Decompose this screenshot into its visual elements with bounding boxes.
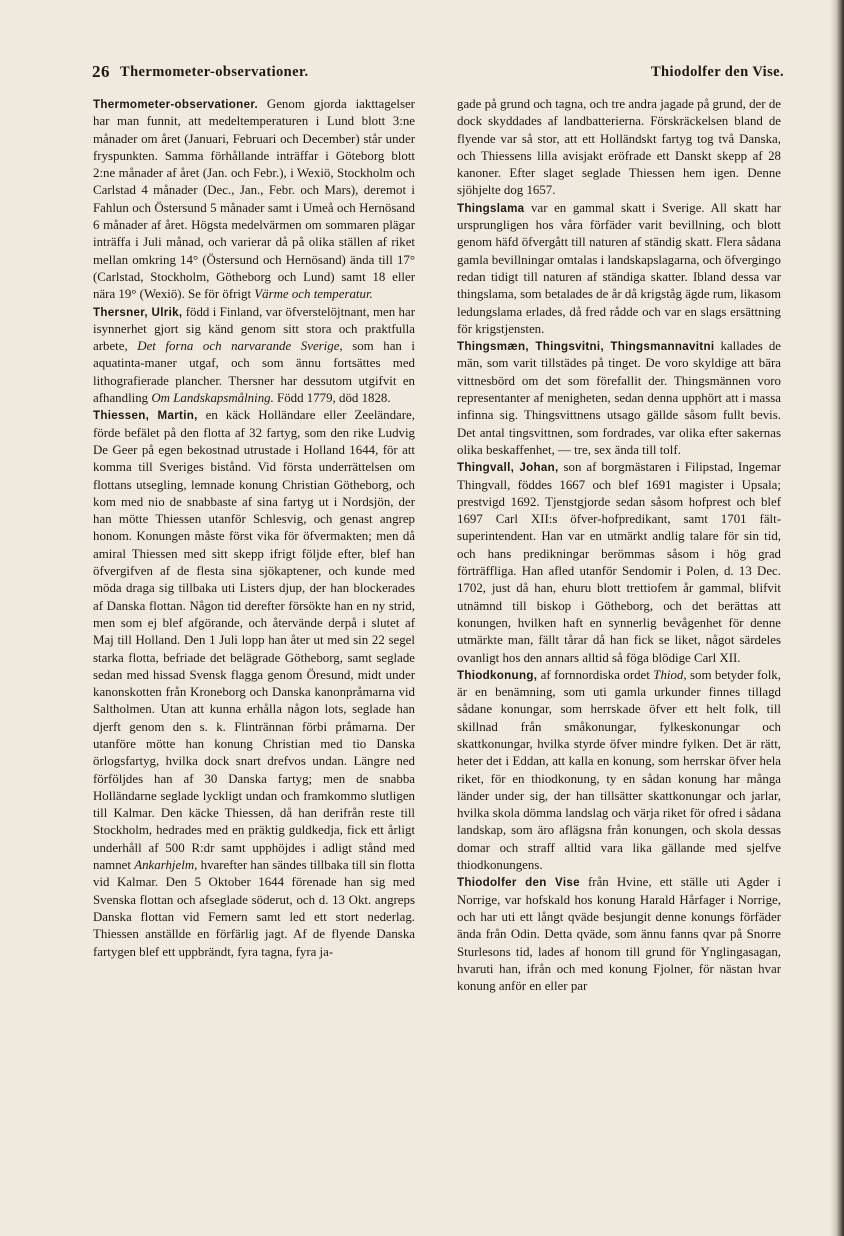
entry-text: gade på grund och tagna, och tre andra jagade på grund, der de dock skyddades af landbatterierna. Förskräckelsen bland de flyende var så stor, att ett Holländskt fartyg tog två Danska, och Thiessens lilla avisjakt eröfrade ett Danskt skepp af 28 kanoner. Efter slaget seglade Thiessen hem igen. Denne sjöhjelte dog 1657.	[457, 97, 781, 198]
entry-text: Genom gjorda iakttagelser har man funnit, att medeltemperaturen i Lund blott 3:ne månader om året (Januari, Februari och December) står under fryspunkten. Samma förhållande inträffar i Göteborg blott 2:ne månader af året (Jan. och Febr.), i Wexiö, Stockholm och Carlstad 4 månader (Dec., Jan., Febr. och Mars), deremot i Fahlun och Östersund 5 månader samt i Umeå och Hernösand 6 månader af året. Högsta medelvärmen om sommaren plägar inträffa i Juli månad, och varierar då på olika ställen af riket mellan omkring 14° (Östersund och Hernösand) ända till 17° (Carlstad, Stockholm, Götheborg och Lund) samt 18 eller nära 19° (Wexiö). Se för öfrigt	[93, 97, 415, 302]
page-number: 26	[92, 62, 110, 81]
entry-text: Född 1779, död 1828.	[273, 391, 391, 406]
entry-thingvall	[457, 459, 781, 667]
entry-text: var en gammal skatt i Sverige. All skatt har ursprungligen hos våra förfäder varit bevillning, och blott genom häfd öfvergått till naturen af ständig skatt. Flera sådana gamla bevillningar omtalas i landskapslagarna, och öfvergingo redan tidigt till naturen af ständiga skatter. Ibland dessa var thingslama, som betalades de år då krigståg ägde rum, likasom ledungslama erlades, då fred rådde och var en slags ersättning för krigstjensten.	[457, 200, 781, 336]
entry-text: en käck Holländare eller Zeeländare, förde befälet på den flotta af 32 fartyg, som den rike Ludvig De Geer på egen bekostnad utrustade i Holland 1644, för att komma till Sveriges bistånd. Vid första underrättelsen om flottans utsegling, lemnade konung Christian Götheborg, och kom med nio de snabbaste af sina fartyg ut i Nordsjön, der han mötte Thiessen utanför Schlesvig, och genast angrep honom. Konungen måste först vika för öfvermakten; men då amiral Thiessen med sitt skepp ifrigt följde efter, blef han öfvergifven af de flesta sina sjökaptener, och kunde med möda draga sig tillbaka uti Listers djup, der han blockerades af Danska flottan. Någon tid derefter försökte han en ny strid, men som ej blef afgörande, och återvände derpå i slutet af Maj till Holland. Den 1 Juli lopp han åter ut med sin 22 segel starka flotta, befriade det belägrade Götheborg, samt seglade sedan med hissad Svensk flagga genom Öresund, midt under kanonskotten från Kroneborg och Danska kanonpråmarna vid Saltholmen. Utan att kunna erhålla någon lots, seglade han djerft genom den s. k. Flintrännan förbi pråmarna. Der utanföre mötte han konung Christian med tio Danska örlogsfartyg, hvilka dock snart drefvos undan. Längre ned förföljdes han af 30 Danska fartyg; men de snabba Holländarne seglade lyckligt undan och framkommo slutligen till Kalmar. Den käcke Thiessen, då han derifrån reste till Stockholm, hedrades med en präktig guldkedja, fick ett årligt underhåll af 500 R:dr samt upphöjdes i adligt stånd med namnet	[93, 408, 415, 873]
entry-text: som betyder folk, är en benämning, som uti gamla urkunder finnes tillagd sådane konungar, som herrskade öfver ett helt folk, till skillnad från småkonungar, fylkeskonungar och skattkonungar, hvilka styrde öfver mindre fylken. Det är rätt, heter det i Eddan, att kalla en konung, som herrskar öfver hela riket, för en thiodkonung, ty en sådan konung har många länder under sig, der han tillsätter skattkonungar och jarlar, hvilka skola dömma landslag och värja riket för ofred i sådana landskap, som äro aflägsna från konungen, och skola dessas domar och straff alltid vara lika gällande med sjelfve thiodkonungens.	[457, 667, 781, 873]
entry-italic: Ankarhjelm,	[134, 858, 198, 873]
entry-italic: Det forna och narvarande Sverige,	[137, 339, 343, 354]
running-title-right: Thiodolfer den Vise.	[650, 64, 784, 80]
left-column	[93, 96, 415, 961]
entry-text: kallades de män, som varit tillstädes på tinget. De voro skyldige att bära vittnesbörd om det som förefallit der. Thingsmännen voro representanter af menigheten, sedan denna upphört att i massa infinna sig. Thingsvittnens utsago gällde såsom fullt bevis. Det antal tingsvittnen, som fordrades, var olika efter sakernas olika beskaffenhet, — tre, sex ända till tolf.	[457, 339, 781, 457]
entry-italic: Thiod,	[653, 667, 687, 682]
entry-text: hvarefter han sändes tillbaka till sin flotta vid Kalmar. Den 5 Oktober 1644 förenade han sig med Svenska flottan och afseglade söderut, och d. 13 Okt. angreps Danska flottan vid Femern samt led ett stort nederlag. Thiessen anställde en förfärlig jagt. Af de flyende Danska fartygen blef ett uppbrändt, fyra tagna, fyra ja-	[93, 858, 415, 959]
entry-thiessen	[93, 407, 415, 961]
entry-lemma: Thingvall, Johan,	[457, 461, 559, 475]
entry-lemma: Thiodkonung,	[457, 668, 538, 682]
running-head	[92, 62, 784, 86]
entry-lemma: Thingslama	[457, 201, 525, 215]
entry-thersner	[93, 304, 415, 408]
entry-lemma: Thingsmæn, Thingsvitni, Thingsmannavitni	[457, 340, 715, 354]
entry-thingsmaen	[457, 338, 781, 459]
entry-thiessen-continued	[457, 96, 781, 200]
entry-italic: Om Landskapsmålning.	[151, 391, 274, 406]
entry-lemma: Thiodolfer den Vise	[457, 876, 580, 890]
entry-lemma: Thermometer-observationer.	[93, 98, 259, 111]
right-column	[457, 96, 781, 995]
entry-thermometer	[93, 96, 415, 304]
entry-lemma: Thersner, Ulrik,	[93, 305, 183, 319]
entry-italic: Värme och temperatur.	[254, 287, 373, 302]
entry-text: född i Finland, var öfverstelöjtnant, men har isynnerhet gjort sig känd genom sitt stora och praktfulla arbete,	[93, 304, 415, 354]
entry-text: från Hvine, ett ställe uti Agder i Norrige, var hofskald hos konung Harald Hårfager i Norrige, och har uti ett långt qväde besjungit denne konungs förfäder ända från Odin. Detta qväde, som ännu fanns qvar på Snorre Sturlesons tid, lades af honom till grund för Ynglingasagan, hvaruti han, ifrån och med konung Fjolner, för nästan hvar konung anför en eller par	[457, 875, 781, 994]
entry-text: af fornnordiska ordet	[540, 667, 654, 682]
running-title-left: Thermometer-observationer.	[120, 64, 309, 80]
entry-thingslama	[457, 200, 781, 338]
book-spine-shadow	[830, 0, 844, 1236]
entry-lemma: Thiessen, Martin,	[93, 409, 198, 423]
entry-text: son af borgmästaren i Filipstad, Ingemar Thingvall, föddes 1667 och blef 1691 magister i Upsala; prestvigd 1692. Tjenstgjorde sedan såsom hofprest och blef 1697 Carl XII:s öfver-hofpredikant, samt 1701 fält-superintendent. Han var en utmärkt andlig talare för sin tid, och hans predikningar berömmas såsom i hög grad förträffliga. Han afled utanför Sendomir i Polen, d. 13 Dec. 1702, just då han, ehuru blott trettiofem år gammal, blifvit utnämnd till biskop i Götheborg, och det berättas att konungen, hvilken haft en synnerlig bevågenhet för denne utmärkte man, fällt tårar då han fick se liket, något särdeles ovanligt hos den annars alltid så föga blödige Carl XII.	[457, 460, 781, 665]
entry-text: som han i aquatinta-maner utgaf, och som ännu fortsättes med lithografierade plancher. Thersner har dessutom utgifvit en afhandling	[93, 339, 415, 406]
entry-thiodkonung	[457, 667, 781, 875]
entry-thiodolfer	[457, 874, 781, 995]
